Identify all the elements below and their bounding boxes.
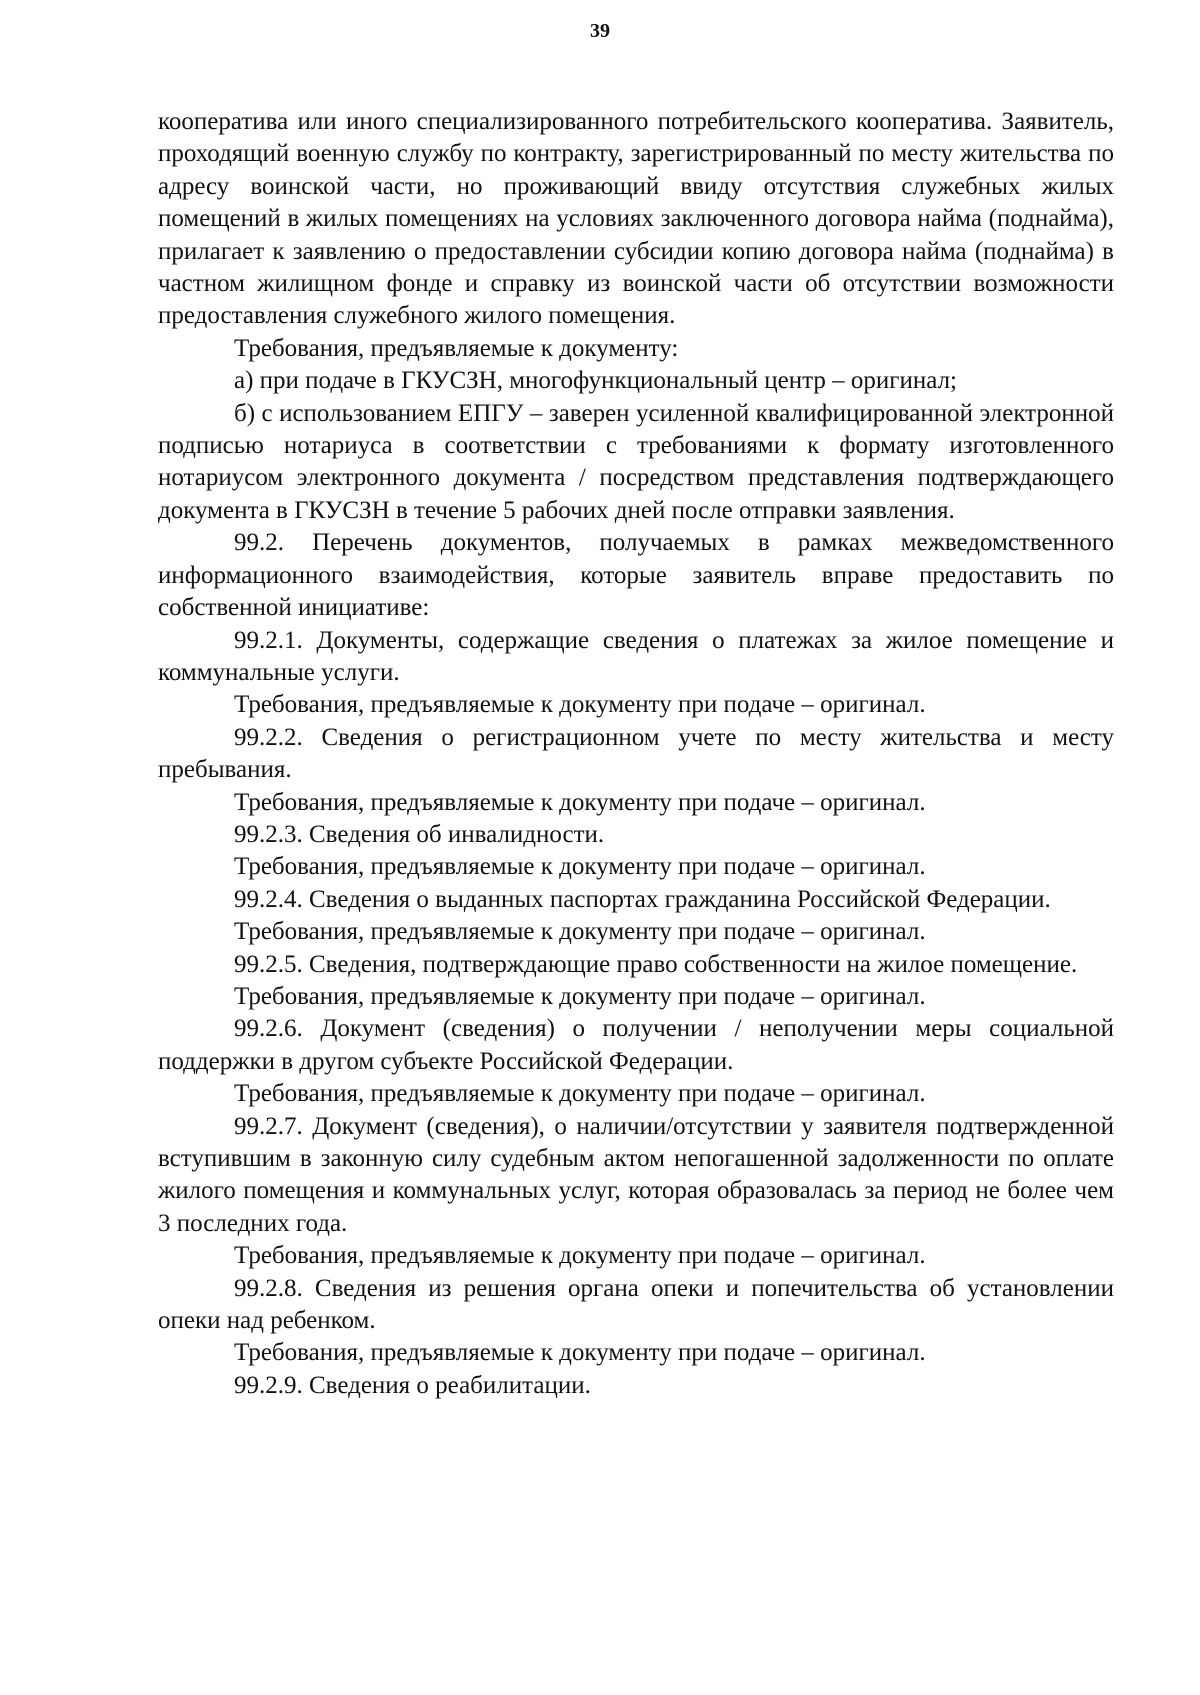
- paragraph-requirement-a: а) при подаче в ГКУСЗН, многофункциональный центр – оригинал;: [234, 367, 957, 395]
- paragraph-requirement-original: Требования, предъявляемые к документу при подаче – оригинал.: [234, 691, 926, 719]
- paragraph-99-2-8: 99.2.8. Сведения из решения органа опеки и попечительства об установлении опеки над ребенком.: [158, 1274, 1114, 1335]
- paragraph-requirement-original: Требования, предъявляемые к документу при подаче – оригинал.: [234, 788, 926, 816]
- paragraph-requirement-original: Требования, предъявляемые к документу при подаче – оригинал.: [234, 1242, 926, 1270]
- paragraph-99-2-5: 99.2.5. Сведения, подтверждающие право собственности на жилое помещение.: [234, 950, 1078, 978]
- page-number: 39: [590, 20, 610, 42]
- paragraph-99-2-1: 99.2.1. Документы, содержащие сведения о платежах за жилое помещение и коммунальные услуги.: [158, 626, 1114, 686]
- paragraph-99-2-6: 99.2.6. Документ (сведения) о получении / неполучении меры социальной поддержки в другом субъекте Российской Федерации.: [158, 1015, 1114, 1075]
- document-body: [158, 106, 1114, 1402]
- paragraph-requirement-original: Требования, предъявляемые к документу при подаче – оригинал.: [234, 1080, 926, 1108]
- paragraph-requirement-original: Требования, предъявляемые к документу при подаче – оригинал.: [234, 1339, 926, 1367]
- paragraph-requirement-original: Требования, предъявляемые к документу при подаче – оригинал.: [234, 982, 926, 1010]
- paragraph-cooperative: кооператива или иного специализированного потребительского кооператива. Заявитель, проходящий военную службу по контракту, зарегистрированный по месту жительства по адресу воинской части, но проживающий ввиду отсутствия служебных жилых помещений в жилых помещениях на условиях заключенного договора найма (поднайма), прилагает к заявлению о предоставлении субсидии копию договора найма (поднайма) в частном жилищном фонде и справку из воинской части об отсутствии возможности предоставления служебного жилого помещения.: [158, 108, 1114, 330]
- paragraph-99-2-2: 99.2.2. Сведения о регистрационном учете по месту жительства и месту пребывания.: [158, 723, 1114, 784]
- paragraph-99-2-4: 99.2.4. Сведения о выданных паспортах гражданина Российской Федерации.: [234, 885, 1051, 913]
- paragraph-99-2-9: 99.2.9. Сведения о реабилитации.: [234, 1371, 591, 1399]
- paragraph-99-2-3: 99.2.3. Сведения об инвалидности.: [234, 820, 605, 848]
- paragraph-99-2-7: 99.2.7. Документ (сведения), о наличии/отсутствии у заявителя подтвержденной вступившим в законную силу судебным актом непогашенной задолженности по оплате жилого помещения и коммунальных услуг, которая образовалась за период не более чем 3 последних года.: [158, 1112, 1114, 1237]
- paragraph-requirement-original: Требования, предъявляемые к документу при подаче – оригинал.: [234, 853, 926, 881]
- paragraph-requirement-b: б) с использованием ЕПГУ – заверен усиленной квалифицированной электронной подписью нотариуса в соответствии с требованиями к формату изготовленного нотариусом электронного документа / посредством представления подтверждающего документа в ГКУСЗН в течение 5 рабочих дней после отправки заявления.: [158, 399, 1114, 524]
- paragraph-requirement-original: Требования, предъявляемые к документу при подаче – оригинал.: [234, 918, 926, 946]
- paragraph-99-2: 99.2. Перечень документов, получаемых в рамках межведомственного информационного взаимодействия, которые заявитель вправе предоставить по собственной инициативе:: [158, 529, 1114, 622]
- paragraph-requirements-heading: Требования, предъявляемые к документу:: [234, 334, 679, 362]
